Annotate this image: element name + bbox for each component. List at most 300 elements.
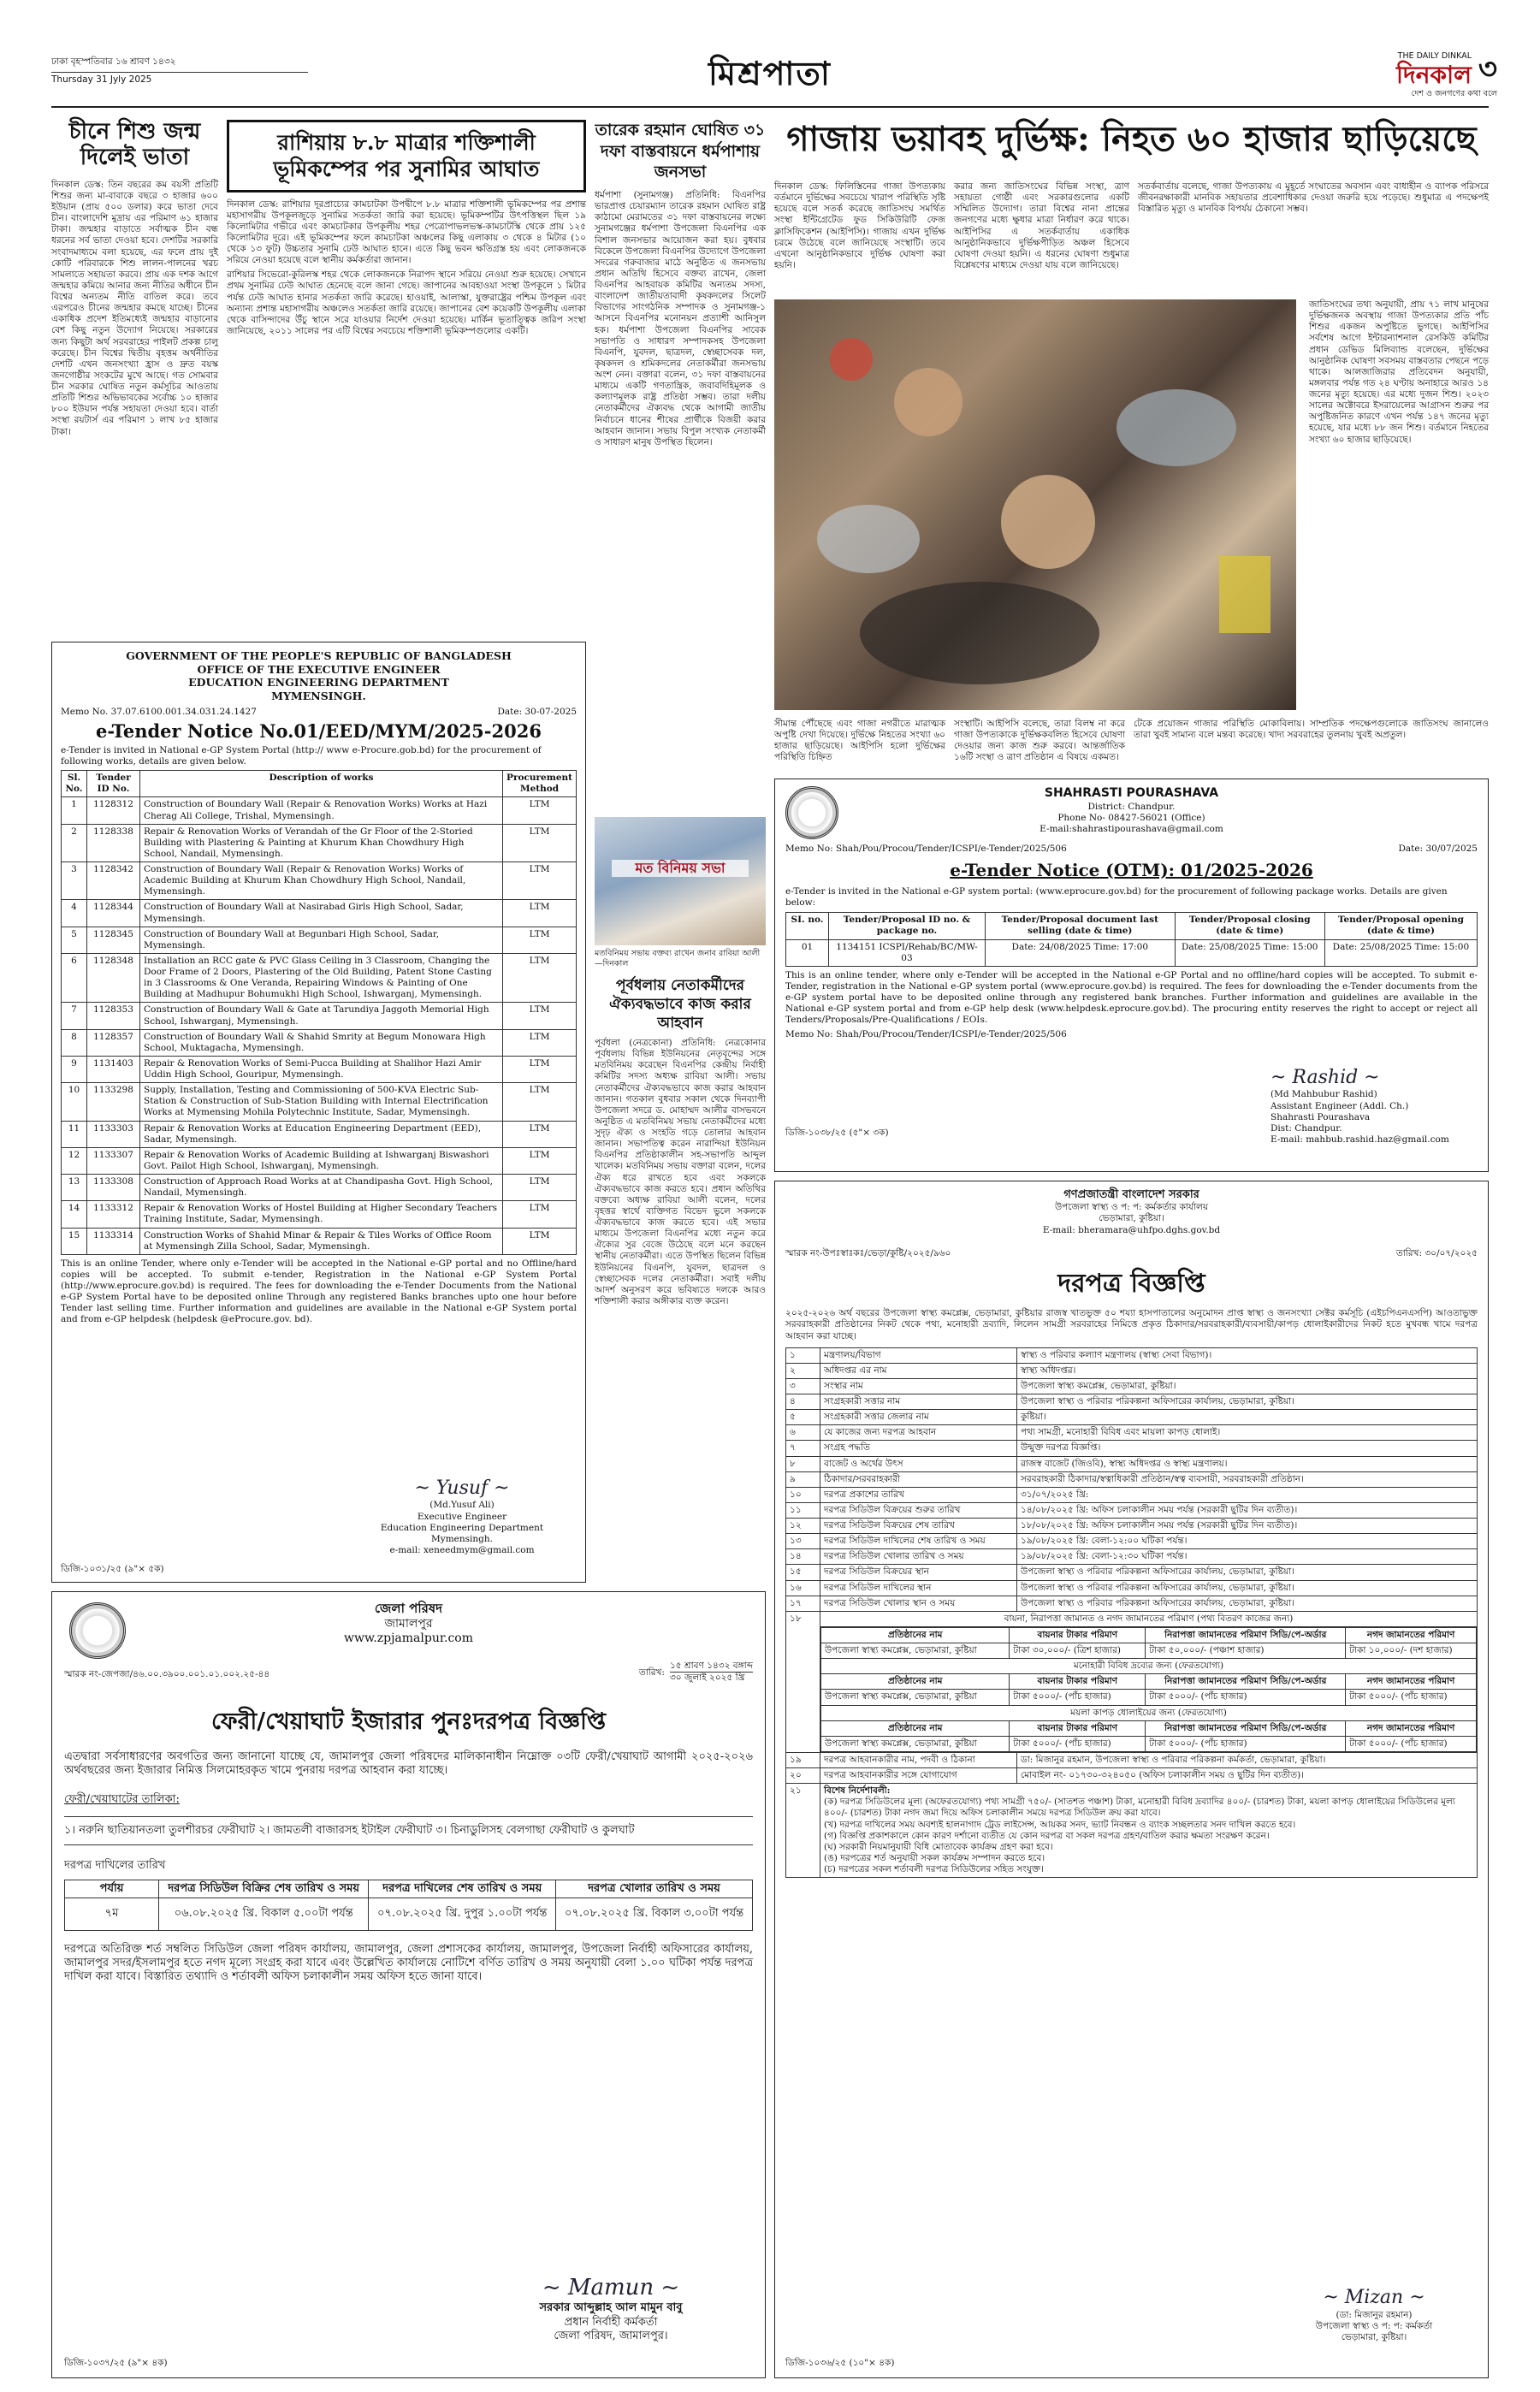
table-row (786, 1487, 1478, 1502)
health-cell-11-0: ১২ (786, 1519, 820, 1534)
health-cell-13-1: দরপত্র সিডিউল খোলার তারিখ ও সময় (820, 1549, 1017, 1565)
eed-cell-9-2: Supply, Installation, Testing and Commissioning of 500-KVA Electric Sub-Station & Construction of Sub-Station Building with Internal Electrification Works at Mymensing Mohila Polytechnic Institute, Sadar, Mymensingh. (140, 1083, 503, 1121)
list-item: (ক) দরপত্র সিডিউলের মূল্য (অফেরতযোগ্য) পথ্য সামগ্রী ৭৫০/- (সাতশত পঞ্চাশ) টাকা, মনোহারী বিবিধ দ্রব্যাদির ৪০০/- (চারশত) টাকা, ময়লা কাপড় ধোলাইয়ের সিডিউলের মূল্য ৪০০/- (চারশত) টাকা নগদ জমা দিয়ে অফিস চলাকালীন সময়ে দরপত্র সিডিউল ক্রয় করা যাবে। (824, 1797, 1455, 1819)
eed-office: OFFICE OF THE EXECUTIVE ENGINEER (197, 662, 441, 676)
eed-cell-8-0: 9 (62, 1056, 87, 1082)
eed-tender-notice (51, 642, 586, 1583)
health-row-20-no: ২০ (786, 1768, 820, 1784)
health-row-19-label: দরপত্র আহবানকারীর নাম, পদবী ও ঠিকানা (820, 1752, 1017, 1767)
eed-cell-2-1: 1128342 (87, 862, 140, 900)
health-cell-2-2: উপজেলা স্বাস্থ্য কমপ্লেক্স, ভেড়ামারা, কুষ্টিয়া। (1017, 1378, 1478, 1394)
eed-cell-5-3: LTM (503, 953, 577, 1003)
tarek-body: ধর্মপাশা (সুনামগঞ্জ) প্রতিনিধি: বিএনপির ভারপ্রাপ্ত চেয়ারম্যান তারেক রহমান ঘোষিত রাষ্ট্র কাঠামো মেরামতের ৩১ দফা বাস্তবায়নের লক্ষ্যে সুনামগঞ্জের ধর্মপাশা উপজেলা বিএনপির এক বিশাল জনসভার আয়োজন করা হয়। বুধবার বিকেলে উপজেলা বিএনপির উদ্যোগে উপজেলা সদরের গরুবাজার মাঠে অনুষ্ঠিত এ জনসভায় প্রধান অতিথি হিসেবে বক্তব্য রাখেন, জেলা বিএনপির আহবায়ক কমিটির অন্যতম সদস্য, বাংলাদেশ জাতীয়তাবাদী কৃষকদলের সিলেট বিভাগের সাংগঠনিক সম্পাদক ও সুনামগঞ্জ-১ আসনে বিএনপির মনোনয়ন প্রত্যাশী আনিসুল হক। ধর্মপাশা উপজেলা বিএনপির সাবেক সভাপতি ও সাধারণ সম্পাদকসহ উপজেলা বিএনপি, যুবদল, ছাত্রদল, স্বেচ্ছাসেবক দল, কৃষকদল ও শ্রমিকদলের নেতাকর্মীরা জনসভায় অংশ নেন। বক্তারা বলেন, ৩১ দফা বাস্তবায়নের মাধ্যমে একটি গণতান্ত্রিক, জবাবদিহিমূলক ও কল্যাণমূলক রাষ্ট্র প্রতিষ্ঠা সম্ভব। তারা দলীয় নেতাকর্মীদের ঐক্যবদ্ধ থেকে আগামী জাতীয় নির্বাচনে ধানের শীষের প্রার্থীকে বিজয়ী করার আহবান জানান। সভায় বিপুল সংখ্যক নেতাকর্মী ও সাধারণ মানুষ উপস্থিত ছিলেন। (595, 190, 766, 447)
eed-cell-4-0: 5 (62, 927, 87, 953)
health-sub-th-2: নিরাপত্তা জামানতের পরিমাণ সিডি/পে-অর্ডার (1146, 1627, 1346, 1643)
health-sub-b-th-0: প্রতিষ্ঠানের নাম (821, 1674, 1010, 1690)
health-memo: স্মারক নং-উপঃস্বাঃকঃ/ভেড়া/কুষ্টি/২০২৫/৯৬০ (785, 1247, 951, 1258)
health-sub-c-3: টাকা ৫০০০/- (পাঁচ হাজার) (1346, 1736, 1477, 1751)
table-row (786, 1347, 1478, 1363)
health-cell-4-2: কুষ্টিয়া। (1017, 1410, 1478, 1425)
eed-cell-11-2: Repair & Renovation Works of Academic Building at Ishwarganj Biswashori Govt. Pailot High School, Ishwarganj, Mymensingh. (140, 1147, 503, 1174)
health-row-21-no: ২১ (786, 1784, 820, 1878)
zila-date-label: তারিখ: (638, 1667, 665, 1678)
eed-cell-14-3: LTM (503, 1228, 577, 1254)
eed-ad-code: ডিজি-১০৩১/২৫ (৯"× ৫ক) (61, 1563, 164, 1574)
eed-cell-14-0: 15 (62, 1228, 87, 1254)
eed-cell-13-0: 14 (62, 1201, 87, 1228)
table-row (62, 1003, 577, 1029)
health-cell-15-1: দরপত্র সিডিউল দাখিলের স্থান (820, 1580, 1017, 1596)
shahrasti-signer-title-2: Shahrasti Pourashava (1270, 1111, 1371, 1122)
list-item: (গ) বিজ্ঞপ্তি প্রকাশকালে কোন কারণ দর্শানো ব্যতীত যে কোন দরপত্র বা সকল দরপত্র গ্রহণ/বাতিল করার ক্ষমতা সংরক্ষণ করেন। (824, 1830, 1270, 1841)
list-item: (ঙ) দরপত্রের শর্ত অনুযায়ী সকল কার্যক্রম সম্পাদন করতে হবে। (824, 1852, 1045, 1863)
shahrasti-td-2: Date: 24/08/2025 Time: 17:00 (985, 939, 1175, 966)
health-cell-8-1: ঠিকাদার/সরবরাহকারী (820, 1471, 1017, 1487)
health-sub-b-0: উপজেলা স্বাস্থ্য কমপ্লেক্স, ভেড়ামারা, কুষ্টিয়া (821, 1690, 1010, 1705)
eed-signature-block (351, 1477, 573, 1556)
shahrasti-th-2: Tender/Proposal document last selling (date & time) (985, 913, 1175, 939)
health-notes-list (824, 1797, 1473, 1875)
health-cell-8-0: ৯ (786, 1471, 820, 1487)
table-row (786, 1394, 1478, 1410)
eed-intro: e-Tender is invited in National e-GP System Portal (http:// www e-Procure.gob.bd) for the procurement of following works, details are given below. (61, 744, 542, 767)
eed-cell-7-0: 8 (62, 1029, 87, 1056)
health-row-19-no: ১৯ (786, 1752, 820, 1767)
shahrasti-signature: ~ Rashid ~ (1270, 1066, 1380, 1088)
health-cell-10-2: ১৪/০৮/২০২৫ খ্রি: অফিস চলাকালীন সময় পর্যন্ত (সরকারী ছুটির দিন ব্যতীত)। (1017, 1502, 1478, 1518)
eed-cell-9-3: LTM (503, 1083, 577, 1121)
table-row (786, 1378, 1478, 1394)
masthead (51, 51, 1497, 103)
table-row (786, 1534, 1478, 1549)
health-row-21-label: বিশেষ নির্দেশাবলী: (824, 1785, 891, 1797)
health-cell-3-2: উপজেলা স্বাস্থ্য ও পরিবার পরিকল্পনা অফিসারের কার্যালয়, ভেড়ামারা, কুষ্টিয়া। (1017, 1394, 1478, 1410)
health-cell-16-0: ১৭ (786, 1596, 820, 1611)
health-sub-th-3: নগদ জামানতের পরিমাণ (1346, 1627, 1477, 1643)
date-en: Thursday 31 Jyly 2025 (51, 72, 308, 86)
eed-memo: Memo No. 37.07.6100.001.34.031.24.1427 (61, 706, 257, 717)
eed-cell-5-2: Installation an RCC gate & PVC Glass Ceiling in 3 Classroom, Changing the Door Frame of 2 Doors, Plastering of the Old Building, Patent Stone Casting in 3 Classrooms & One Veranda, Repairing Windows & Painting of One Building at Madhupur Bohumukhi High School, Ishwarganj, Mymensingh. (140, 953, 503, 1003)
health-cell-1-1: অধিদপ্তর এর নাম (820, 1363, 1017, 1378)
table-row (62, 862, 577, 900)
shahrasti-memo-2: Memo No: Shah/Pou/Procou/Tender/ICSPI/e-Tender/2025/506 (785, 1029, 1067, 1040)
eed-cell-8-1: 1131403 (87, 1056, 140, 1082)
eed-cell-13-2: Repair & Renovation Works of Hostel Building at Higher Secondary Teachers Training Institute, Sadar, Mymensingh. (140, 1201, 503, 1228)
table-row (62, 1083, 577, 1121)
zila-th-2: দরপত্র দাখিলের শেষ তারিখ ও সময় (369, 1880, 556, 1898)
story-china (51, 120, 218, 633)
shahrasti-seal-icon (785, 786, 838, 839)
health-cell-14-0: ১৫ (786, 1565, 820, 1580)
table-row (62, 1121, 577, 1147)
table-row (62, 1175, 577, 1201)
tarek-headline: তারেক রহমান ঘোষিত ৩১ দফা বাস্তবায়নে ধর্মপাশায় জনসভা (595, 121, 766, 182)
table-row (62, 927, 577, 953)
zila-schedule-table (64, 1880, 753, 1931)
zila-ad-code: ডিজি-১০৩৭/২৫ (৯"× ৪ক) (64, 2357, 168, 2368)
shahrasti-email: E-mail:shahrastipourashava@gmail.com (1040, 823, 1223, 834)
health-ad-code: ডিজি-১০৩৬/২৫ (১০"× ৪ক) (785, 2357, 895, 2368)
zila-org: জেলা পরিষদ (374, 1601, 443, 1616)
health-sub-c-th-3: নগদ জামানতের পরিমাণ (1346, 1720, 1477, 1736)
health-sub-b-th-2: নিরাপত্তা জামানতের পরিমাণ সিডি/পে-অর্ডার (1146, 1674, 1346, 1690)
health-sub-c-1: টাকা ৫০০০/- (পাঁচ হাজার) (1010, 1736, 1146, 1751)
table-row (62, 953, 577, 1003)
health-row-20-value: মোবাইল নং- ০১৭৩০-৩২৪০৫০ (অফিস চলাকালীন সময় ও ছুটির দিন ব্যতীত)। (1017, 1768, 1478, 1784)
health-gov: গণপ্রজাতন্ত্রী বাংলাদেশ সরকার (1063, 1188, 1199, 1201)
health-section-c: ময়লা কাপড় ধোলাইয়ের জন্য (ফেরতযোগ্য) (821, 1705, 1477, 1720)
eed-cell-0-3: LTM (503, 797, 577, 824)
story-gaza (774, 120, 1489, 770)
eed-cell-0-2: Construction of Boundary Wall (Repair & Renovation Works) Works at Hazi Cherag Ali College, Trishal, Mymensingh. (140, 797, 503, 824)
health-sub-c-th-1: বায়নার টাকার পরিমাণ (1010, 1720, 1146, 1736)
table-row (786, 1519, 1478, 1534)
health-cell-11-1: দরপত্র সিডিউল বিক্রয়ের শেষ তারিখ (820, 1519, 1017, 1534)
eed-cell-13-1: 1133312 (87, 1201, 140, 1228)
health-cell-5-2: পথ্য সামগ্রী, মনোহারী বিবিধ এবং মায়লা কাপড় ধোলাই। (1017, 1425, 1478, 1441)
table-row (821, 1690, 1477, 1705)
zila-signature: ~ Mamun ~ (542, 2274, 680, 2300)
health-sub-a-3: টাকা ১০,০০০/- (দশ হাজার) (1346, 1643, 1477, 1659)
eed-cell-6-2: Construction of Boundary Wall & Gate at Tarundiya Jaggoth Memorial High School, Ishwarganj, Mymensingh. (140, 1003, 503, 1029)
health-cell-1-2: স্বাস্থ্য অধিদপ্তর। (1017, 1363, 1478, 1378)
table-row (786, 1596, 1478, 1611)
health-signature: ~ Mizan ~ (1323, 2287, 1425, 2309)
eed-email: e-mail: xeneedmym@gmail.com (389, 1544, 535, 1555)
russia-body-2: রাশিয়ার সিভেরো-কুরিলস্ক শহর থেকে লোকজনকে নিরাপদ স্থানে সরিয়ে নেওয়া শুরু হয়েছে। সেখানে প্রথম সুনামির ঢেউ আঘাত হেনেছে বলে জানা গেছে। জাপানের আবহাওয়া সংস্থা উপকূলে ১ মিটার পর্যন্ত ঢেউ আঘাত হানার সতর্কতা জারি করেছে। হাওয়াই, আলাস্কা, যুক্তরাষ্ট্রের পশ্চিম উপকূল এবং অন্যান্য প্রশান্ত মহাসাগরীয় অঞ্চলেও সতর্কতা জারি রয়েছে। জাপানের বেশ কয়েকটি উপকূলীয় এলাকা থেকে বাসিন্দাদের উঁচু স্থানে সরে যাওয়ার নির্দেশ দেওয়া হয়েছে। মার্কিন ভূতাত্ত্বিক জরিপ সংস্থা জানিয়েছে, ২০১১ সালের পর এটি বিশ্বের সবচেয়ে শক্তিশালী ভূমিকম্পগুলোর একটি। (227, 269, 586, 336)
eed-cell-14-1: 1133314 (87, 1228, 140, 1254)
eed-cell-12-0: 13 (62, 1175, 87, 1201)
story-purbadhala (595, 817, 766, 1587)
health-cell-12-0: ১৩ (786, 1534, 820, 1549)
zila-date-en: ৩০ জুলাই ২০২৫ খ্রি (669, 1672, 745, 1683)
zila-th-3: দরপত্র খোলার তারিখ ও সময় (556, 1880, 753, 1898)
zila-seal-icon (69, 1602, 126, 1659)
zila-memo: স্মারক নং-জেপজা/৪৬.০০.৩৯০০.০০১.০১.০০২.২৫-৪৪ (64, 1668, 270, 1679)
health-cell-15-2: উপজেলা স্বাস্থ্য ও পরিবার পরিকল্পনা অফিসারের কার্যালয়, ভেড়ামারা, কুষ্টিয়া। (1017, 1580, 1478, 1596)
eed-signer: (Md.Yusuf Ali) (429, 1500, 495, 1511)
health-sub-b-1: টাকা ৫০০০/- (পাঁচ হাজার) (1010, 1690, 1146, 1705)
health-cell-6-2: উন্মুক্ত দরপত্র বিজ্ঞপ্তি। (1017, 1441, 1478, 1456)
health-cell-7-2: রাজস্ব বাজেট (জিওবি), স্বাস্থ্য অধিদপ্তর ও স্বাস্থ্য মন্ত্রণালয়। (1017, 1456, 1478, 1471)
eed-cell-1-3: LTM (503, 824, 577, 861)
health-sub-section (820, 1611, 1478, 1752)
shahrasti-signer-title-3: Dist: Chandpur. (1270, 1122, 1342, 1134)
health-cell-5-1: যে কাজের জন্য দরপত্র আহবান (820, 1425, 1017, 1441)
shahrasti-th-1: Tender/Proposal ID no. & package no. (829, 913, 986, 939)
health-row-20-label: দরপত্র আহবানকারীর সঙ্গে যোগাযোগ (820, 1768, 1017, 1784)
eed-footer: This is an online Tender, where only e-Tender will be accepted in the National e-GP portal and no Offline/hard copies will be accepted. To submit e-tender, Registration in the National e-GP System Portal (http://www.eprocure.gov.bd) is required. The fees for downloading the e-Tender Documents from the National e-GP System Portal have to be deposited online Through any registered Banks branches upto one hour before Tender last selling time. Further information and guidelines are available in the National e-GP System portal and from e-GP helpdesk (helpdesk @eProcure.gov. bd). (61, 1258, 577, 1325)
russia-body-1: দিনকাল ডেস্ক: রাশিয়ার দূরপ্রাচ্যের কামচাটকা উপদ্বীপে ৮.৮ মাত্রার শক্তিশালী ভূমিকম্পের পর প্রশান্ত মহাসাগরীয় উপকূলজুড়ে সুনামির সতর্কতা জারি করা হয়েছে। ভূমিকম্পটির উৎপত্তিস্থল ছিল ১৯ কিলোমিটার গভীরে এবং কামচাটকার উপকূলীয় শহর পেত্রোপাভলভস্ক-কামচাটস্কি থেকে প্রায় ১২৫ কিলোমিটার দূরে। এই ভূমিকম্পের ফলে কামচাটকা অঞ্চলের কিছু এলাকায় ৩ থেকে ৪ মিটার (১০ থেকে ১৩ ফুট) উচ্চতার সুনামি ঢেউ আঘাত হানে। এতে কিছু ভবন ক্ষতিগ্রস্ত হয় এবং লোকজনকে সরিয়ে নেওয়া হয়েছে বলে স্থানীয় কর্মকর্তারা জানান। (227, 198, 586, 266)
health-cell-5-0: ৬ (786, 1425, 820, 1441)
zila-signer-title-1: প্রধান নির্বাহী কর্মকর্তা (564, 2315, 658, 2329)
health-cell-12-1: দরপত্র সিডিউল দাখিলের শেষ তারিখ ও সময় (820, 1534, 1017, 1549)
shahrasti-date: Date: 30/07/2025 (1398, 843, 1478, 854)
eed-gov: GOVERNMENT OF THE PEOPLE'S REPUBLIC OF BANGLADESH (126, 649, 512, 662)
eed-cell-12-3: LTM (503, 1175, 577, 1201)
table-row (786, 1768, 1478, 1784)
health-cell-9-1: দরপত্র প্রকাশের তারিখ (820, 1487, 1017, 1502)
table-row (786, 1502, 1478, 1518)
china-headline: চীনে শিশু জন্ম দিলেই ভাতা (68, 119, 201, 170)
china-body: দিনকাল ডেস্ক: তিন বছরের কম বয়সী প্রতিটি শিশুর জন্য মা-বাবাকে বছরে ৩ হাজার ৬০০ ইউয়ান (প্রায় ৫০০ ডলার) করে ভাতা দেবে চীন। বাংলাদেশি মুদ্রায় এর পরিমাণ ৬১ হাজার টাকা। জন্মহার বাড়াতে সর্বাত্মক চীন বন্ধ ধরনের সর্ব ভাতা দেওয়া হবে। দেশটির সরকারি সংবাদমাধ্যমে বলা হয়েছে, এর ফলে প্রায় দুই কোটি পরিবারকে শিশু লালন-পালনের খরচ সামলাতে সহায়তা করবে। প্রায় এক দশক আগে জন্মহার কমিয়ে আনার জন্য নীতির অধীনে চীন বিশ্বের অন্যতম নীতি বাতিল করে। তবে এরপরেও চীনের জন্মহার কমছে যাচ্ছে। চীনের একাধিক প্রদেশ ইতিমধ্যেই জন্মহার বাড়ানোর বেশ কিছু নতুন উদ্যোগ নিয়েছে। সরকারের জন্য কিছুটা অর্থ সরবরাহের পাইলট প্রকল্প চালু করেছে। চীন বিশ্বের দ্বিতীয় বৃহত্তম অর্থনীতির দেশটি এখন জনসংখ্যা হ্রাস ও দ্রুত বয়স্ক জনগোষ্ঠীর সংকটের মুখে আছে। গত সোমবার চীন সরকার ঘোষিত নতুন কর্মসূচির আওতায় প্রতিটি শিশুর অভিভাবকের সর্বোচ্চ ১০ হাজার ৮০০ ইউয়ান পর্যন্ত সহায়তা দেওয়া হবে। বার্তা সংস্থা রয়টার্স এর পরিমাণ ১ লাখ ৮৫ হাজার টাকা। (51, 179, 218, 437)
section-title: মিশ্রপাতা (708, 54, 832, 92)
health-office: উপজেলা স্বাস্থ্য ও প: প: কর্মকর্তার কার্যালয় (1054, 1202, 1208, 1213)
eed-cell-1-0: 2 (62, 824, 87, 861)
eed-cell-8-2: Repair & Renovation Works of Semi-Pucca Building at Shalihor Hazi Amir Uddin High School, Gouripur, Mymensingh. (140, 1056, 503, 1082)
eed-cell-4-3: LTM (503, 927, 577, 953)
zila-date-bn: ১৫ শ্রাবণ ১৪৩২ বঙ্গাব্দ (670, 1661, 753, 1673)
health-sub-a-1: টাকা ৩০,০০০/- (ত্রিশ হাজার) (1010, 1643, 1146, 1659)
eed-cell-3-0: 4 (62, 900, 87, 927)
page-number: ৩ (1478, 52, 1497, 86)
health-title: দরপত্র বিজ্ঞপ্তি (1057, 1268, 1205, 1299)
table-row (62, 824, 577, 861)
health-cell-0-2: স্বাস্থ্য ও পরিবার কল্যাণ মন্ত্রণালয় (স্বাস্থ্য সেবা বিভাগ)। (1017, 1347, 1478, 1363)
eed-cell-11-0: 12 (62, 1147, 87, 1174)
health-place: ভেড়ামারা, কুষ্টিয়া। (1099, 1213, 1164, 1224)
health-sub-a-2: টাকা ৫০,০০০/- (পঞ্চাশ হাজার) (1146, 1643, 1346, 1659)
zila-website: www.zpjamalpur.com (344, 1631, 473, 1646)
zila-th-0: পর্যায় (65, 1880, 159, 1898)
eed-cell-3-1: 1128344 (87, 900, 140, 927)
eed-cell-2-0: 3 (62, 862, 87, 900)
shahrasti-ad-code: ডিজি-১০৩৮/২৫ (৫"× ৩ক) (785, 1127, 889, 1138)
health-cell-7-1: বাজেট ও অর্থের উৎস (820, 1456, 1017, 1471)
shahrasti-signer: (Md Mahbubur Rashid) (1270, 1089, 1377, 1100)
eed-th-id: Tender ID No. (87, 771, 140, 797)
zila-intro: এতদ্বারা সর্বসাধারণের অবগতির জন্য জানানো যাচ্ছে যে, জামালপুর জেলা পরিষদের মালিকানাধীন নিম্নোক্ত ০৩টি ফেরী/খেয়াঘাট আগামী ২০২৫-২০২৬ অর্থবছরের জন্য ইজারার নিমিত্ত সিলমোহরকৃত খামে পুনরায় দরপত্র আহবান করা যাচ্ছে। (64, 1750, 753, 1777)
zila-td-1: ০৬.০৮.২০২৫ খ্রি. বিকাল ৫.০০টা পর্যন্ত (159, 1898, 369, 1930)
health-tender-notice (774, 1181, 1489, 2378)
health-cell-2-0: ৩ (786, 1378, 820, 1394)
health-cell-13-2: ১৯/০৮/২০২৫ খ্রি: বেলা-১২:৩০ ঘটিকা পর্যন্ত। (1017, 1549, 1478, 1565)
eed-cell-10-2: Repair & Renovation Works at Education Engineering Department (EED), Sadar, Mymensingh. (140, 1121, 503, 1147)
shahrasti-title: e-Tender Notice (OTM): 01/2025-2026 (950, 860, 1313, 880)
health-cell-7-0: ৮ (786, 1456, 820, 1471)
brand-small: THE DAILY DINKAL (1397, 51, 1472, 61)
eed-title: e-Tender Notice No.01/EED/MYM/2025-2026 (96, 719, 542, 742)
health-row-21-content (820, 1784, 1478, 1878)
health-sub-th-0: প্রতিষ্ঠানের নাম (821, 1627, 1010, 1643)
shahrasti-signature-block (1270, 1066, 1476, 1146)
zila-schedule-title: দরপত্র দাখিলের তারিখ (64, 1858, 166, 1872)
eed-th-method: Procurement Method (503, 771, 577, 797)
eed-cell-2-2: Construction of Boundary Wall (Repair & Renovation Works) Works of Academic Building at Khurum Khan Chowdhury High School, Nandail, Mymensingh. (140, 862, 503, 900)
health-signer: (ডা: মিজানুর রহমান) (1336, 2309, 1413, 2320)
eed-cell-8-3: LTM (503, 1056, 577, 1082)
eed-cell-13-3: LTM (503, 1201, 577, 1228)
eed-th-sl: Sl. No. (62, 771, 87, 797)
gaza-under-2: সংস্থাটি। আইপিসি বলেছে, তারা বিলম্ব না করে গাজা উপত্যকাকে দুর্ভিক্ষকবলিত হিসেবে ঘোষণা দেওয়ার জন্য কাজ শুরু করবে। আন্তর্জাতিক ১৬টি সংস্থা ও ত্রাণ প্রতিষ্ঠান এ বিষয়ে একমত। (954, 719, 1125, 763)
eed-cell-3-2: Construction of Boundary Wall at Nasirabad Girls High School, Sadar, Mymensingh. (140, 900, 503, 927)
health-cell-10-0: ১১ (786, 1502, 820, 1518)
masthead-rule (51, 106, 1489, 108)
table-row (786, 1441, 1478, 1456)
eed-cell-10-0: 11 (62, 1121, 87, 1147)
table-row (786, 1549, 1478, 1565)
health-cell-14-2: উপজেলা স্বাস্থ্য ও পরিবার পরিকল্পনা অফিসারের কার্যালয়, ভেড়ামারা, কুষ্টিয়া। (1017, 1565, 1478, 1580)
gaza-col-3b: জাতিসংঘের তথ্য অনুযায়ী, প্রায় ৭১ লাখ মানুষের দুর্ভিক্ষজনক অবস্থায় গাজা উপত্যকার প্রতি পাঁচ শিশুর একজন অপুষ্টিতে ভুগছে। আইপিসির সর্বশেষ আগে ইন্টারন্যাশনাল রেসকিউ কমিটির প্রধান ডেভিড মিলিব্যান্ড বলেছেন, দুর্ভিক্ষের আনুষ্ঠানিক ঘোষণা সবসময় বাস্তবতার পেছনে পড়ে থাকে। আলজাজিরার প্রতিবেদন অনুযায়ী, মঙ্গলবার পর্যন্ত গত ২৪ ঘণ্টায় অনাহারে আরও ১৪ জনের মৃত্যু হয়েছে। এর মধ্যে দুজন শিশু। ২০২৩ সালের অক্টোবরে ইসরায়েলের আগ্রাসন শুরুর পর অপুষ্টিজনিত কারণে এখন পর্যন্ত ১৪৭ জনের মৃত্যু হয়েছে, যার মধ্যে ৮৮ জন শিশু। বর্তমানে নিহতের সংখ্যা ৬০ হাজার ছাড়িয়েছে। (1309, 299, 1489, 445)
health-table (785, 1347, 1478, 1879)
zila-th-1: দরপত্র সিডিউল বিক্রির শেষ তারিখ ও সময় (159, 1880, 369, 1898)
table-row (786, 1471, 1478, 1487)
health-sub-c-0: উপজেলা স্বাস্থ্য কমপ্লেক্স, ভেড়ামারা, কুষ্টিয়া (821, 1736, 1010, 1751)
health-signer-title-1: উপজেলা স্বাস্থ্য ও প: প: কর্মকর্তা (1315, 2320, 1433, 2331)
eed-table (61, 770, 577, 1255)
zila-td-3: ০৭.০৮.২০২৫ খ্রি. বিকাল ৩.০০টা পর্যন্ত (556, 1898, 753, 1930)
eed-cell-6-3: LTM (503, 1003, 577, 1029)
shahrasti-td-0: 01 (786, 939, 829, 966)
health-cell-0-0: ১ (786, 1347, 820, 1363)
zila-tender-notice (51, 1591, 766, 2378)
gaza-photo-art (774, 299, 1296, 710)
tagline: দেশ ও জনগণের কথা বলে (1411, 89, 1497, 98)
health-sub-c-th-2: নিরাপত্তা জামানতের পরিমাণ সিডি/পে-অর্ডার (1146, 1720, 1346, 1736)
shahrasti-phone: Phone No- 08427-56021 (Office) (1057, 812, 1205, 823)
table-row (786, 1752, 1478, 1767)
health-cell-10-1: দরপত্র সিডিউল বিক্রয়ের শুরুর তারিখ (820, 1502, 1017, 1518)
table-row (62, 1147, 577, 1174)
table-row (786, 1565, 1478, 1580)
eed-cell-5-0: 6 (62, 953, 87, 1003)
health-cell-2-1: সংস্থার নাম (820, 1378, 1017, 1394)
eed-cell-7-2: Construction of Boundary Wall & Shahid Smrity at Begum Monowara High School, Muktagacha, Mymensingh. (140, 1029, 503, 1056)
health-cell-6-0: ৭ (786, 1441, 820, 1456)
gaza-headline: গাজায় ভয়াবহ দুর্ভিক্ষ: নিহত ৬০ হাজার ছাড়িয়েছে (786, 119, 1477, 159)
eed-cell-6-0: 7 (62, 1003, 87, 1029)
purbadhala-body: পূর্বধলা (নেত্রকোনা) প্রতিনিধি: নেত্রকোনার পূর্বধলায় বিভিন্ন ইউনিয়নের নেতৃবৃন্দের সঙ্গে মতবিনিময় করেছেন বিএনপির কেন্দ্রীয় নির্বাহী কমিটির সদস্য অধ্যক্ষ রাবিয়া আলী। সভায় নেতাকর্মীদের ঐক্যবদ্ধভাবে কাজ করার আহবান জানান। গতকাল বুধবার সকাল থেকে দিনব্যাপী উপজেলা সদরে ড. মোহাম্মদ আলীর বাসভবনে অনুষ্ঠিত এ মতবিনিময় সভায় নেতাকর্মীদের মধ্যে সুদৃঢ় ঐক্য ও সংহতি গড়ে তোলার আহবান জানান। সভাপতিত্ব করেন নারান্দিয়া ইউনিয়ন বিএনপির প্রতিষ্ঠাকালীন সহ-সভাপতি আব্দুল খালেক। মতবিনিময় সভায় বক্তারা বলেন, দলের ঐক্য ধরে রাখতে হবে এবং সকলকে ঐক্যবদ্ধভাবে কাজ করতে হবে। প্রধান অতিথির বক্তব্যে অধ্যক্ষ রাবিয়া আলী বলেন, দলের বৃহত্তর স্বার্থে ব্যক্তিগত বিভেদ ভুলে সকলকে ঐক্যবদ্ধভাবে কাজ করতে হবে। এই সভার মাধ্যমে উপজেলা বিএনপির মধ্যে নতুন করে ঐক্যের সুর বেজে উঠেছে বলে মনে করছেন স্থানীয় নেতাকর্মীরা। এতে উপস্থিত ছিলেন বিভিন্ন ইউনিয়নের বিএনপি, যুবদল, ছাত্রদল ও স্বেচ্ছাসেবক দলের নেতাকর্মীরা। সবাই দলীয় আদর্শ অনুসরণ করে ভবিষ্যতে দলকে আরও শক্তিশালী করার অঙ্গীকার ব্যক্ত করেন। (595, 1038, 766, 1306)
health-row-19-value: ডা: মিজানুর রহমান, উপজেলা স্বাস্থ্য ও পরিবার পরিকল্পনা কর্মকর্তা, ভেড়ামারা, কুষ্টিয়া। (1017, 1752, 1478, 1767)
health-cell-4-1: সংগ্রহকারী সত্তার জেলার নাম (820, 1410, 1017, 1425)
health-cell-14-1: দরপত্র সিডিউল বিক্রয়ের স্থান (820, 1565, 1017, 1580)
eed-dept: EDUCATION ENGINEERING DEPARTMENT (188, 676, 449, 690)
health-cell-9-0: ১০ (786, 1487, 820, 1502)
health-section-a: বায়না, নিরাপত্তা জামানত ও নগদ জামানতের পরিমাণ (পথ্য বিতরণ কাজের জন্য) (820, 1612, 1477, 1627)
health-sub-b-2: টাকা ৫০০০/- (পাঁচ হাজার) (1146, 1690, 1346, 1705)
gaza-photo (774, 299, 1296, 710)
health-sub-b-th-1: বায়নার টাকার পরিমাণ (1010, 1674, 1146, 1690)
health-section-b: মনোহারী বিবিধ দ্রব্যের জন্য (ফেরতযোগ্য) (821, 1659, 1477, 1674)
eed-cell-12-2: Construction of Approach Road Works at at Chandipasha Govt. High School, Nandail, Mymensingh. (140, 1175, 503, 1201)
eed-signer-title-3: Mymensingh. (431, 1533, 493, 1544)
health-row-18-no: ১৮ (786, 1611, 820, 1752)
eed-cell-6-1: 1128353 (87, 1003, 140, 1029)
table-row (65, 1898, 753, 1930)
health-cell-3-0: ৪ (786, 1394, 820, 1410)
health-sub-b-th-3: নগদ জামানতের পরিমাণ (1346, 1674, 1477, 1690)
eed-cell-9-1: 1133298 (87, 1083, 140, 1121)
zila-td-0: ৭ম (65, 1898, 159, 1930)
zila-signer-title-2: জেলা পরিষদ, জামালপুর। (554, 2329, 668, 2342)
gaza-under-1: সীমান্ত পৌঁছেছে এবং গাজা নগরীতে মারাত্মক অপুষ্টি দেখা দিয়েছে। দুর্ভিক্ষে নিহতের সংখ্যা ৬০ হাজার ছাড়িয়েছে। আইপিসি হলো দুর্ভিক্ষের পরিস্থিতি চিহ্নিত (774, 719, 945, 763)
health-sub-table-a (820, 1627, 1477, 1752)
eed-cell-4-1: 1128345 (87, 927, 140, 953)
eed-signature: ~ Yusuf ~ (414, 1477, 510, 1499)
story-russia (227, 120, 586, 633)
eed-signer-title-2: Education Engineering Department (380, 1522, 544, 1533)
table-row (62, 900, 577, 927)
gaza-col-3: সতর্কবার্তায় বলেছে, গাজা উপত্যকায় এ মুহূর্তে সংঘাতের অবসান এবং বাধাহীন ও ব্যাপক পরিসরে জীবনরক্ষাকারী মানবিক সহায়তার প্রবেশাধিকার দেওয়া জরুরি হয়ে পড়েছে। শুধুমাত্র এ পদক্ষেপই বিস্তারিত মৃত্যু ও মানবিক বিপর্যয় ঠেকানো সম্ভব। (1138, 181, 1489, 215)
table-row (786, 1784, 1478, 1878)
shahrasti-district: District: Chandpur. (1087, 801, 1176, 812)
health-email: E-mail: bheramara@uhfpo.dghs.gov.bd (1042, 1224, 1221, 1235)
health-cell-4-0: ৫ (786, 1410, 820, 1425)
gaza-under-3: টেকে প্রয়োজন গাজার পরিস্থিতি মোকাবিলায়। সাম্প্রতিক পদক্ষেপগুলোকে জাতিসংঘ জানালেও তারা খুবই সামান্য বলে মন্তব্য করেছে। খাদ্য সরবরাহের তুলনায় খুবই অপ্রতুল। (1134, 719, 1489, 741)
health-cell-15-0: ১৬ (786, 1580, 820, 1596)
zila-td-2: ০৭.০৮.২০২৫ খ্রি. দুপুর ১.০০টা পর্যন্ত (369, 1898, 556, 1930)
table-row (62, 797, 577, 824)
eed-cell-7-1: 1128357 (87, 1029, 140, 1056)
brand-logo: দিনকাল (1395, 61, 1472, 89)
health-cell-11-2: ১৮/০৮/২০২৫ খ্রি: অফিস চলাকালীন সময় পর্যন্ত (সরকারী ছুটির দিন ব্যতীত)। (1017, 1519, 1478, 1534)
health-sub-b-3: টাকা ৫০০০/- (পাঁচ হাজার) (1346, 1690, 1477, 1705)
shahrasti-intro: e-Tender is invited in the National e-GP system portal: (www.eprocure.gov.bd) for the procurement of following package works. Details are given below: (785, 886, 1448, 909)
shahrasti-th-0: SI. no. (786, 913, 829, 939)
table-row (786, 1456, 1478, 1471)
zila-title: ফেরী/খেয়াঘাট ইজারার পুনঃদরপত্র বিজ্ঞপ্তি (210, 1708, 607, 1735)
table-row (786, 1363, 1478, 1378)
shahrasti-th-4: Tender/Proposal opening (date & time) (1324, 913, 1477, 939)
eed-cell-5-1: 1128348 (87, 953, 140, 1003)
shahrasti-signer-title-1: Assistant Engineer (Addl. Ch.) (1270, 1100, 1409, 1111)
zila-list-title: ফেরী/খেয়াঘাটের তালিকা: (64, 1793, 180, 1807)
table-row (821, 1736, 1477, 1751)
shahrasti-td-4: Date: 25/08/2025 Time: 15:00 (1324, 939, 1477, 966)
health-cell-6-1: সংগ্রহ পদ্ধতি (820, 1441, 1017, 1456)
eed-cell-0-1: 1128312 (87, 797, 140, 824)
shahrasti-org: SHAHRASTI POURASHAVA (1044, 786, 1219, 800)
eed-date: Date: 30-07-2025 (497, 706, 577, 717)
list-item: (খ) দরপত্র দাখিলের সময় অবশ্যই হালনাগাদ ট্রেড লাইসেন্স, আয়কর সনদ, ভ্যাট নিবন্ধন ও ব্যাংক সচ্ছলতার সনদ দাখিল করতে হবে। (824, 1819, 1296, 1830)
health-cell-13-0: ১৪ (786, 1549, 820, 1565)
meeting-caption: মতবিনিময় সভায় বক্তব্য রাখেন জনাব রাবিয়া আলী —দিনকাল (595, 949, 761, 968)
gaza-col-1: দিনকাল ডেস্ক: ফিলিস্তিনের গাজা উপত্যকায় বর্তমানে দুর্ভিক্ষের সবচেয়ে খারাপ পরিস্থিতি সৃষ্টি হয়েছে বলে সতর্ক করেছে জাতিসংঘ সমর্থিত সংস্থা ইন্টিগ্রেটেড ফুড সিকিউরিটি ফেজ ক্লাসিফিকেশন (আইপিসি)। গাজায় এখন দুর্ভিক্ষ চরমে উঠেছে বলে জানিয়েছে সংস্থাটি। তবে এখনো আনুষ্ঠানিকভাবে দুর্ভিক্ষ ঘোষণা করা হয়নি। (774, 181, 945, 270)
table-row (786, 1580, 1478, 1596)
health-cell-8-2: সরবরাহকারী ঠিকাদার/স্বত্বাধিকারী প্রতিষ্ঠান/স্বত্ব ব্যবসায়ী, সরবরাহকারী প্রতিষ্ঠান। (1017, 1471, 1478, 1487)
eed-place: MYMENSINGH. (271, 689, 366, 702)
eed-cell-9-0: 10 (62, 1083, 87, 1121)
eed-cell-2-3: LTM (503, 862, 577, 900)
zila-list: ১। নরুনি ছাতিয়ানতলা তুলশীরচর ফেরীঘাট ২। জামতলী বাজারসহ ইটাইল ফেরীঘাট ৩। চিনাডুলিসহ বেলগাছা ফেরীঘাট ও কুলঘাট (64, 1816, 753, 1845)
zila-footer: দরপত্রে অতিরিক্ত শর্ত সম্বলিত সিডিউল জেলা পরিষদ কার্যালয়, জামালপুর, জেলা প্রশাসকের কার্যালয়, জামালপুর, উপজেলা নির্বাহী অফিসারের কার্যালয়, জামালপুর সদর/ইসলামপুর হতে নগদ মূল্যে সংগ্রহ করা যাবে এবং উল্লেখিত কার্যালয়ে নোটিশে বর্ণিত তারিখ ও সময় অনুযায়ী বেলা ১.০০ ঘটিকা পর্যন্ত দরপত্র দাখিল করা যাবে। বিস্তারিত তথ্যাদি ও শর্তাবলী অফিস চলাকালীন সময় অফিস হতে জানা যাবে। (64, 1942, 753, 1983)
table-row (62, 1056, 577, 1082)
eed-cell-7-3: LTM (503, 1029, 577, 1056)
health-cell-0-1: মন্ত্রণালয়/বিভাগ (820, 1347, 1017, 1363)
health-cell-16-2: উপজেলা স্বাস্থ্য ও পরিবার পরিকল্পনা অফিসারের কার্যালয়, ভেড়ামারা, কুষ্টিয়া। (1017, 1596, 1478, 1611)
eed-cell-1-1: 1128338 (87, 824, 140, 861)
health-cell-16-1: দরপত্র সিডিউল খোলার স্থান ও সময় (820, 1596, 1017, 1611)
eed-cell-1-2: Repair & Renovation Works of Verandah of the Gr Floor of the 2-Storied Building with Plastering & Painting at Khurum Khan Chowdhury High School, Nandail, Mymensingh. (140, 824, 503, 861)
shahrasti-th-3: Tender/Proposal closing (date & time) (1175, 913, 1324, 939)
health-signer-title-2: ভেড়ামারা, কুষ্টিয়া। (1341, 2331, 1407, 2342)
purbadhala-headline: পূর্বধলায় নেতাকর্মীদের ঐক্যবদ্ধভাবে কাজ করার আহবান (609, 976, 751, 1032)
shahrasti-signer-email: E-mail: mahbub.rashid.haz@gmail.com (1270, 1134, 1449, 1145)
eed-cell-11-1: 1133307 (87, 1147, 140, 1174)
table-row (62, 1201, 577, 1228)
zila-signer: সরকার আব্দুল্লাহ আল মামুন বাবু (539, 2301, 683, 2315)
health-signature-block (1276, 2286, 1472, 2343)
health-date: তারিখ: ৩০/০৭/২০২৫ (1395, 1247, 1478, 1258)
eed-cell-10-3: LTM (503, 1121, 577, 1147)
health-sub-th-1: বায়নার টাকার পরিমাণ (1010, 1627, 1146, 1643)
eed-cell-0-0: 1 (62, 797, 87, 824)
table-row (786, 1410, 1478, 1425)
shahrasti-table (785, 912, 1478, 967)
health-sub-c-th-0: প্রতিষ্ঠানের নাম (821, 1720, 1010, 1736)
list-item: (ঘ) সরকারী নিয়মানুযায়ী বিধি মোতাবেক কার্যক্রম গ্রহণ করা হবে। (824, 1841, 1053, 1852)
shahrasti-td-3: Date: 25/08/2025 Time: 15:00 (1175, 939, 1324, 966)
